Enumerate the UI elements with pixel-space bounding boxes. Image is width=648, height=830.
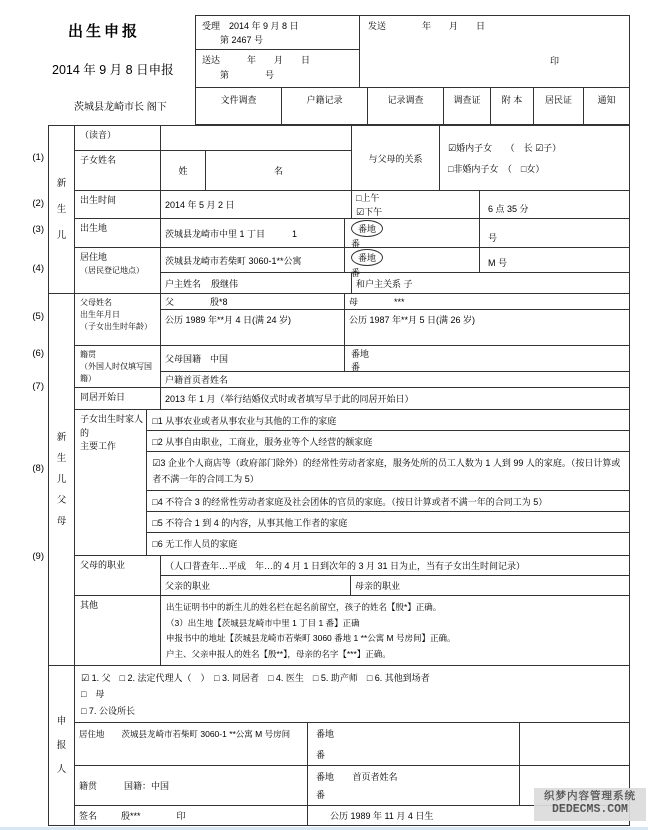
householder-label: 户主姓名	[165, 278, 202, 289]
declaration-date: 2014 年 9 月 8 日申报	[52, 63, 174, 77]
other-items	[161, 596, 629, 665]
reading-label: （读音）	[75, 126, 161, 150]
parents-names-label-2: 出生年月日	[80, 310, 120, 319]
given-name-header: 名	[273, 166, 283, 176]
deliver-date: 年 月 日	[247, 55, 311, 65]
origin-nationality: 父母国籍 中国	[161, 346, 345, 371]
row-number-3: (3)	[32, 224, 44, 235]
residence-row	[161, 248, 629, 278]
birth-time-label: 出生时间	[75, 191, 161, 218]
register-first-page: 户籍首页者姓名	[165, 375, 229, 385]
origin-label	[75, 346, 161, 387]
applicant-type-line3: □ 7. 公设所长	[81, 706, 135, 717]
row-number-2: (2)	[32, 198, 44, 209]
form-title: 出生申报	[68, 23, 141, 40]
mother-birth: 公历 1987 年**月 5 日(满 26 岁)	[349, 315, 476, 325]
work-item-2: □2 从事自由职业，工商业，服务业等个人经营的额家庭	[147, 431, 629, 452]
head-relation-value: 和户主关系 子	[356, 278, 413, 289]
other-row	[75, 596, 629, 665]
applicant-origin-banchi: 番地	[316, 772, 335, 782]
parents-names-label	[75, 294, 161, 345]
section-applicant-label-cell	[49, 666, 75, 825]
birth-time-value: 6 点 35 分	[488, 204, 529, 214]
watermark-cms-domain: DEDECMS.COM	[552, 803, 628, 817]
signature-seal: 印	[176, 811, 186, 821]
origin-content	[161, 346, 629, 387]
parents-names-label-1: 父母姓名	[80, 298, 112, 307]
am-pm-cell	[352, 191, 480, 218]
parents-name-line	[161, 294, 629, 310]
other-item-2: （3）出生地【茨城县龙崎市中里 1 丁目 1 番】正确	[166, 617, 360, 628]
row-number-9: (9)	[32, 551, 44, 562]
deliver-label: 送达	[202, 55, 221, 65]
cohabit-label: 同居开始日	[75, 388, 161, 409]
relation-options	[440, 126, 629, 190]
section-applicant-label: 申报人	[56, 715, 67, 775]
birth-place-row	[75, 219, 629, 248]
banchi-circled: 番地	[351, 220, 383, 237]
signature-label: 签名	[79, 811, 98, 821]
other-item-4: 户主、父亲申报人的姓名【殷**】，母亲的名字【***】正确。	[166, 649, 391, 660]
register-left	[196, 16, 360, 87]
relation-option-legitimate: ☑婚内子女 （ 长 ☑子）	[448, 143, 562, 153]
ban-text: 番	[351, 239, 361, 249]
work-item-4: □4 不符合 3 的经常性劳动者家庭及社会团体的官员的家庭。（按日计算或者不满一年的合同工为 5）	[147, 491, 629, 512]
work-item-6: □6 无工作人员的家庭	[152, 539, 238, 550]
occupation-content	[161, 556, 629, 595]
signature-name: 殷***	[121, 811, 141, 821]
go-text: 号	[488, 233, 498, 243]
mother-name: 母 ***	[349, 297, 405, 307]
applicant-type-line1: ☑ 1. 父 □ 2. 法定代理人（ ） □ 3. 同居者 □ 4. 医生 □ 5. 助产师 □ 6. 其他到场者	[81, 672, 430, 683]
deliver-cell	[196, 50, 359, 87]
child-name-row	[75, 151, 351, 190]
accept-line	[202, 19, 359, 33]
reading-value-cell	[161, 126, 351, 150]
applicant-origin-ban: 番	[316, 790, 326, 800]
watermark	[534, 788, 646, 821]
accept-label: 受理	[202, 21, 221, 31]
residence-banchi-circled: 番地	[351, 249, 383, 266]
applicant-type-line2: □ 母	[81, 689, 105, 700]
occupation-row	[75, 556, 629, 596]
applicant-residence-extra-cell	[520, 723, 629, 765]
applicant-origin-first-page: 首页者姓名	[352, 772, 398, 782]
residence-content	[161, 248, 629, 293]
stamp-cell-register-record: 户籍记录	[282, 88, 368, 124]
applicant-origin-banchi-cell	[308, 766, 520, 805]
applicant-origin: 籍贯 国籍：中国	[75, 766, 308, 805]
father-birth: 公历 1989 年**月 4 日(满 24 岁)	[161, 310, 345, 345]
other-label: 其他	[75, 596, 161, 665]
office-register-table	[195, 15, 630, 125]
father-name: 父 殷*8	[161, 294, 345, 309]
send-label: 发送	[368, 21, 387, 31]
occupation-label: 父母的职业	[75, 556, 161, 595]
reading-row	[75, 126, 351, 151]
residence-value: 茨城县龙崎市若柴町 3060-1**公寓	[161, 248, 345, 272]
work-item-5: □5 不符合 1 到 4 的内容，从事其他工作者的家庭	[147, 512, 629, 533]
applicant-origin-banchi-line	[316, 770, 519, 783]
applicant-residence-banchi-cell	[308, 723, 520, 765]
householder-row	[161, 273, 629, 293]
residence-banchi-circle-wrap	[351, 249, 479, 266]
other-item-1: 出生证明书中的新生儿的姓名栏在起名前留空，孩子的姓名【殷*】正确。	[166, 601, 442, 612]
stamp-cell-document-check: 文件调查	[196, 88, 282, 124]
cohabit-value: 2013 年 1 月（举行结婚仪式时或者填写早于此的同居开始日）	[165, 394, 414, 404]
householder-cell	[161, 273, 352, 293]
work-label	[75, 410, 147, 555]
row-number-8: (8)	[32, 463, 44, 474]
residence-block	[75, 248, 629, 293]
accept-number: 第 2467 号	[220, 35, 264, 46]
work-row	[75, 410, 629, 556]
section-parents-label-cell	[49, 294, 75, 665]
work-item-1: □1 从事农业或者从事农业与其他的工作的家庭	[147, 410, 629, 431]
birth-place-banchi-cell	[345, 219, 480, 247]
stamp-cell-record-check: 记录调查	[368, 88, 444, 124]
origin-banchi-cell	[345, 346, 629, 371]
householder-name: 殷继伟	[211, 278, 239, 289]
cohabit-row	[75, 388, 629, 410]
section-parents-label: 新生儿父母	[56, 432, 67, 527]
mother-occupation-label: 母亲的职业	[355, 581, 401, 591]
work-label-2: 主要工作	[80, 441, 117, 451]
origin-label-1: 籍贯	[80, 350, 96, 359]
addressee: 茨城县龙崎市长 阁下	[74, 102, 167, 113]
applicant-res-banchi: 番地	[316, 729, 335, 739]
residence-label-line1: 居住地	[80, 252, 108, 262]
section-parents	[49, 294, 629, 666]
stamp-cell-notice: 通知	[597, 95, 616, 105]
parents-names-row	[75, 294, 629, 346]
register-top	[196, 16, 629, 88]
work-item-3: ☑3 企业个人商店等（政府部门除外）的经常性劳动者家庭，服务处所的员工人数为 1 人到 99 人的家庭。（按日计算或者不满一年的合同工为 5）	[147, 452, 629, 491]
origin-nationality-line	[161, 346, 629, 372]
relation-option-illegitimate: □非婚内子女 （ □女）	[448, 164, 545, 174]
deliver-line	[202, 53, 359, 68]
send-seal: 印	[549, 56, 559, 66]
parents-names-content	[161, 294, 629, 345]
residence-label-line2: （居民登记地点）	[80, 265, 144, 275]
send-cell	[360, 16, 629, 87]
send-date: 年 月 日	[422, 21, 486, 31]
work-label-1: 子女出生时家人的	[80, 414, 144, 438]
birth-date-value: 2014 年 5 月 2 日	[161, 191, 352, 218]
stamp-cell-check-cert: 调查证	[444, 88, 491, 124]
residence-m-go: M 号	[488, 258, 507, 268]
occupation-split	[161, 576, 629, 595]
birth-time-row	[75, 191, 629, 219]
applicant-type-cell	[75, 666, 629, 723]
section-newborn-label: 新生儿	[56, 177, 67, 241]
applicant-residence: 居住地 茨城县龙崎市若柴町 3060-1 **公寓 M 号房间	[75, 723, 308, 765]
stamp-cell-attachment: 附 本	[491, 88, 534, 124]
residence-ban-text: 番	[351, 268, 361, 278]
main-form-table	[48, 125, 630, 826]
applicant-residence-row	[75, 723, 629, 766]
row-number-1: (1)	[32, 152, 44, 163]
accept-date: 2014 年 9 月 8 日	[229, 21, 299, 31]
child-name-label: 子女姓名	[75, 151, 161, 190]
father-occupation-label: 父亲的职业	[161, 576, 351, 595]
am-option: □上午	[356, 193, 380, 204]
work-items	[147, 410, 629, 555]
accept-cell	[196, 16, 359, 50]
row-number-4: (4)	[32, 263, 44, 274]
section-newborn	[49, 126, 629, 294]
send-line	[368, 19, 629, 32]
watermark-cms-name: 织梦内容管理系统	[544, 790, 636, 802]
banchi-circle-wrap	[351, 220, 479, 237]
birth-place-value: 茨城县龙崎市中里 1 丁目 1	[161, 219, 345, 247]
row-number-6: (6)	[32, 348, 44, 359]
name-relation-block	[75, 126, 629, 191]
applicant-res-ban: 番	[316, 750, 326, 760]
section-parents-body	[75, 294, 629, 665]
surname-header: 姓	[161, 151, 206, 190]
pm-option: ☑下午	[356, 206, 383, 217]
origin-ban: 番	[351, 362, 361, 372]
section-newborn-body	[75, 126, 629, 293]
relation-label: 与父母的关系	[352, 126, 440, 190]
row-number-7: (7)	[32, 381, 44, 392]
signature-cell	[75, 806, 308, 825]
parents-birth-line	[161, 310, 629, 345]
parents-names-label-3: （子女出生时年龄）	[80, 322, 152, 331]
origin-row	[75, 346, 629, 388]
residence-label	[75, 248, 161, 293]
signature-birth-date: 公历 1989 年 11 月 4 日生	[330, 811, 434, 821]
residence-banchi-cell	[345, 248, 480, 278]
other-item-3: 申报书中的地址【茨城县龙崎市若柴町 3060 番地 1 **公寓 M 号房间】正确。	[166, 633, 456, 644]
stamp-row	[196, 88, 629, 124]
deliver-number: 第 号	[220, 70, 275, 81]
origin-label-2: （外国人时仅填写国籍）	[80, 362, 152, 383]
occupation-note: （人口普查年…平成 年…的 4 月 1 日到次年的 3 月 31 日为止，当有子女出生时间记录）	[161, 556, 629, 576]
row-number-5: (5)	[32, 311, 44, 322]
origin-banchi: 番地	[351, 349, 370, 359]
birth-place-label: 出生地	[75, 219, 161, 247]
section-newborn-label-cell	[49, 126, 75, 293]
name-block	[75, 126, 352, 190]
stamp-cell-resident-card: 居民证	[534, 88, 584, 124]
